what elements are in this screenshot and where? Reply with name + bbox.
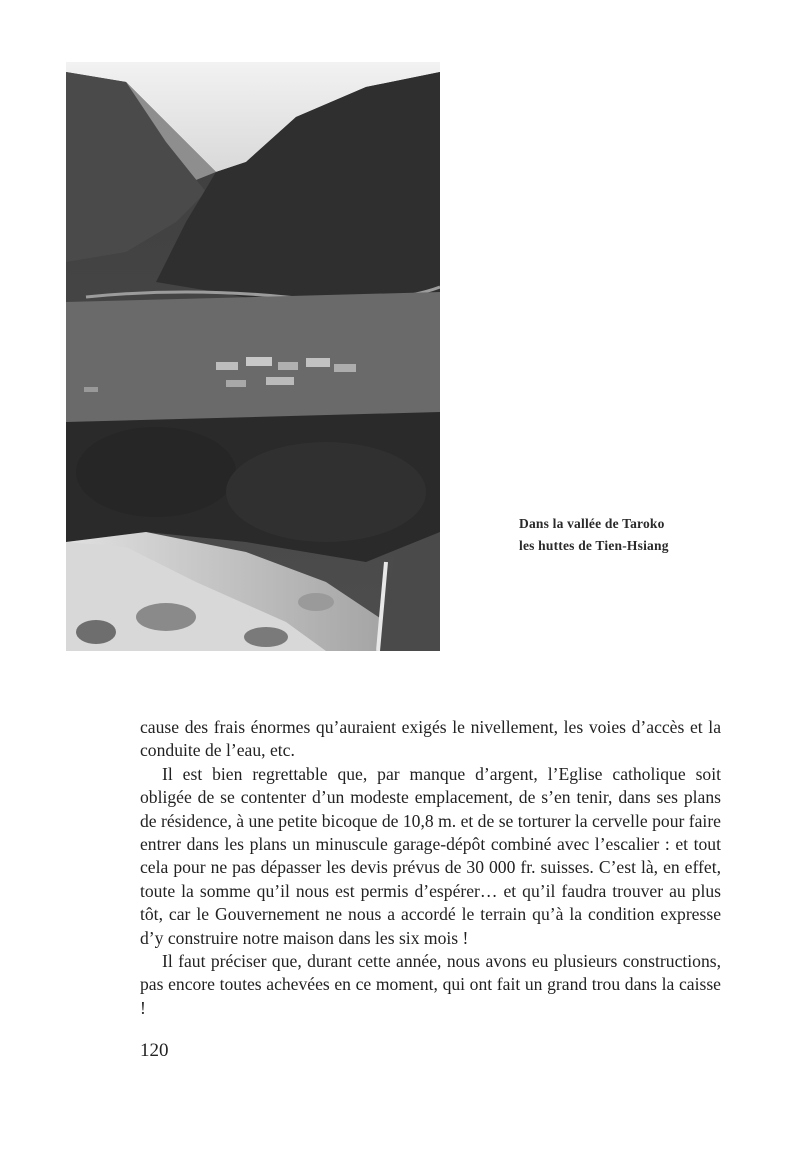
valley-photograph: [66, 62, 440, 651]
body-text: [140, 716, 721, 1020]
paragraph-2: Il est bien regrettable que, par manque d’argent, l’Eglise catholique soit obligée de se contenter d’un modeste emplacement, de s’en tenir, dans ses plans de résidence, à une petite bicoque de 10,8 m. et de se torturer la cervelle pour faire entrer dans les plans un minuscule garage-dépôt combiné avec l’escalier : et tout cela pour ne pas dépasser les devis prévus de 30 000 fr. suisses. C’est là, en effet, toute la somme qu’il nous est permis d’espérer… et qu’il faudra trouver au plus tôt, car le Gouvernement ne nous a accordé le terrain qu’à la condition expresse d’y construire notre maison dans les six mois !: [140, 763, 721, 948]
page-number: 120: [140, 1040, 169, 1061]
valley-photo-image: [66, 62, 440, 651]
paragraph-1: cause des frais énormes qu’auraient exigés le nivellement, les voies d’accès et la conduite de l’eau, etc.: [140, 717, 721, 761]
caption-line-2: les huttes de Tien-Hsiang: [519, 538, 669, 553]
photo-caption: [519, 513, 719, 557]
paragraph-3: Il faut préciser que, durant cette année, nous avons eu plusieurs constructions, pas encore toutes achevées en ce moment, qui ont fait un grand trou dans la caisse !: [140, 951, 721, 1018]
caption-line-1: Dans la vallée de Taroko: [519, 516, 665, 531]
